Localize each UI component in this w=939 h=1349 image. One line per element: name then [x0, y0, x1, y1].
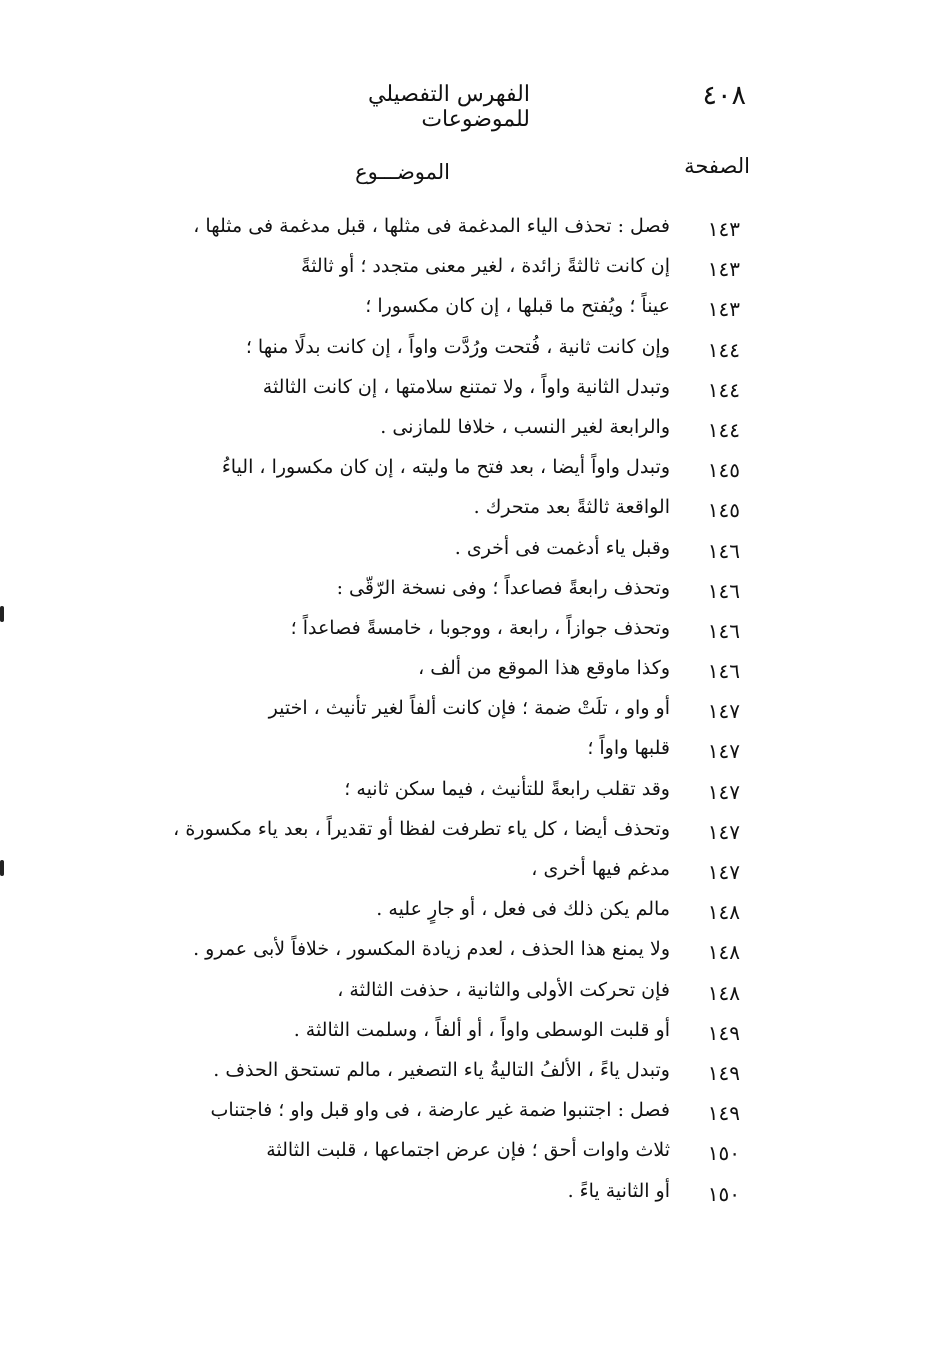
index-entries — [100, 213, 750, 1218]
entry-page-number: ١٤٣ — [707, 297, 740, 322]
entry-page-number: ١٤٩ — [707, 1020, 740, 1045]
index-entry — [100, 936, 750, 976]
entry-topic-text: الواقعة ثالثةً بعد متحرك . — [473, 496, 670, 519]
entry-page-number: ١٥٠ — [707, 1181, 740, 1206]
entry-topic-text: أو واو ، تلَتْ ضمة ؛ فإن كانت ألفاً لغير تأنيث ، اختير — [268, 697, 670, 720]
entry-topic-text: عيناً ؛ ويُفتح ما قبلها ، إن كان مكسورا ؛ — [365, 295, 670, 318]
entry-page-number: ١٤٩ — [707, 1060, 740, 1085]
entry-page-number: ١٤٨ — [707, 940, 740, 965]
entry-topic-text: قلبها واواً ؛ — [587, 737, 670, 760]
entry-page-number: ١٤٧ — [707, 860, 740, 884]
index-entry — [100, 374, 750, 414]
entry-page-number: ١٤٧ — [707, 699, 740, 724]
entry-page-number: ١٤٦ — [707, 578, 740, 603]
entry-topic-text: وكذا ماوقع هذا الموقع من ألف ، — [418, 657, 670, 680]
entry-topic-text: وتبدل الثانية واواً ، ولا تمتنع سلامتها ، إن كانت الثالثة — [262, 375, 670, 398]
entry-page-number: ١٤٦ — [707, 659, 740, 684]
entry-page-number: ١٤٥ — [707, 458, 740, 483]
index-entry — [100, 293, 750, 333]
entry-topic-text: وقبل ياء أدغمت فى أخرى . — [454, 536, 670, 559]
entry-topic-text: وتحذف أيضا ، كل ياء تطرفت لفظا أو تقديراً ، بعد ياء مكسورة ، — [173, 817, 670, 840]
index-entry — [100, 213, 750, 253]
index-entry — [100, 977, 750, 1017]
index-entry — [100, 414, 750, 454]
entry-topic-text: فإن تحركت الأولى والثانية ، حذفت الثالثة ، — [337, 978, 670, 1001]
entry-page-number: ١٤٤ — [707, 377, 740, 402]
index-entry — [100, 535, 750, 575]
entry-topic-text: وتحذف جوازاً ، رابعة ، ووجوبا ، خامسةً فصاعداً ؛ — [290, 616, 670, 639]
index-entry — [100, 816, 750, 856]
entry-page-number: ١٤٥ — [707, 498, 740, 523]
entry-page-number: ١٤٦ — [707, 618, 740, 643]
index-entry — [100, 856, 750, 896]
index-entry — [100, 575, 750, 615]
index-entry — [100, 454, 750, 494]
margin-mark — [0, 606, 4, 622]
index-entry — [100, 1137, 750, 1177]
index-entry — [100, 735, 750, 775]
entry-topic-text: وتحذف رابعةً فصاعداً ؛ وفى نسخة الرّقّى : — [336, 576, 670, 599]
column-header-topic: الموضـــوع — [355, 160, 450, 184]
index-entry — [100, 695, 750, 735]
entry-page-number: ١٤٣ — [707, 257, 740, 282]
entry-page-number: ١٤٧ — [707, 819, 740, 844]
index-entry — [100, 1057, 750, 1097]
entry-page-number: ١٤٣ — [707, 217, 740, 241]
entry-page-number: ١٥٠ — [707, 1141, 740, 1166]
index-entry — [100, 776, 750, 816]
page-number: ٤٠٨ — [702, 80, 746, 111]
index-entry — [100, 494, 750, 534]
index-entry — [100, 896, 750, 936]
entry-page-number: ١٤٤ — [707, 417, 740, 442]
page-title: الفهرس التفصيلي للموضوعات — [368, 82, 530, 132]
index-entry — [100, 615, 750, 655]
index-entry — [100, 1017, 750, 1057]
entry-topic-text: فصل : تحذف الياء المدغمة فى مثلها ، قبل مدغمة فى مثلها ، — [193, 215, 670, 237]
index-entry — [100, 655, 750, 695]
index-entry — [100, 1178, 750, 1218]
entry-topic-text: وإن كانت ثانية ، فُتحت ورُدَّت واواً ، إن كانت بدلًا منها ؛ — [245, 335, 670, 358]
entry-page-number: ١٤٤ — [707, 337, 740, 362]
column-header-page: الصفحة — [684, 154, 750, 178]
entry-topic-text: ثلاث واوات أحق ؛ فإن عرض اجتماعها ، قلبت الثالثة — [266, 1139, 670, 1162]
entry-topic-text: فصل : اجتنبوا ضمة غير عارضة ، فى واو قبل واو ؛ فاجتناب — [210, 1099, 670, 1122]
index-entry — [100, 253, 750, 293]
entry-topic-text: وتبدل واواً أيضا ، بعد فتح ما وليته ، إن كان مكسورا ، الياءُ — [221, 456, 670, 479]
entry-topic-text: وقد تقلب رابعةً للتأنيث ، فيما سكن ثانيه ؛ — [344, 777, 670, 800]
entry-page-number: ١٤٩ — [707, 1101, 740, 1126]
entry-topic-text: إن كانت ثالثةً زائدة ، لغير معنى متجدد ؛ أو ثالثةً — [301, 255, 670, 278]
entry-topic-text: مدغم فيها أخرى ، — [531, 858, 670, 880]
entry-page-number: ١٤٦ — [707, 538, 740, 563]
margin-mark — [0, 860, 4, 876]
entry-page-number: ١٤٨ — [707, 900, 740, 925]
entry-topic-text: والرابعة لغير النسب ، خلافا للمازنى . — [380, 415, 670, 438]
index-entry — [100, 334, 750, 374]
entry-page-number: ١٤٧ — [707, 739, 740, 764]
entry-page-number: ١٤٨ — [707, 980, 740, 1005]
entry-topic-text: وتبدل ياءً ، الألفُ التاليةُ ياء التصغير ، مالم تستحق الحذف . — [213, 1058, 670, 1081]
index-entry — [100, 1097, 750, 1137]
entry-page-number: ١٤٧ — [707, 779, 740, 804]
entry-topic-text: مالم يكن ذلك فى فعل ، أو جارٍ عليه . — [376, 898, 670, 921]
entry-topic-text: أو الثانية ياءً . — [567, 1179, 670, 1202]
entry-topic-text: أو قلبت الوسطى واواً ، أو ألفاً ، وسلمت الثالثة . — [293, 1018, 670, 1041]
entry-topic-text: ولا يمنع هذا الحذف ، لعدم زيادة المكسور ، خلافاً لأبى عمرو . — [193, 938, 670, 961]
